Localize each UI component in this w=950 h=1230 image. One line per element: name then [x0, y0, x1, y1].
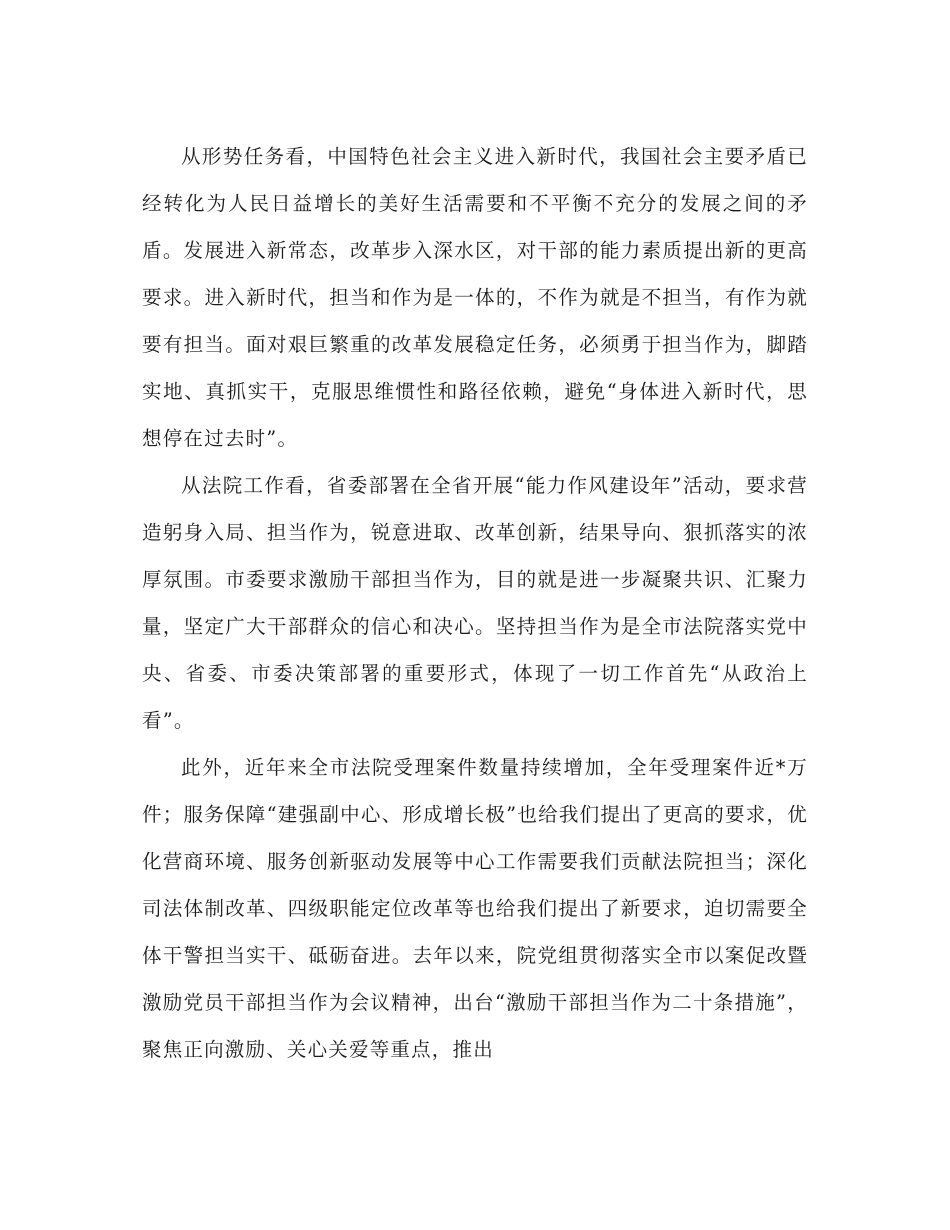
- paragraph-court-work: 从法院工作看，省委部署在全省开展“能力作风建设年”活动，要求营造躬身入局、担当作为，锐意进取、改革创新，结果导向、狠抓落实的浓厚氛围。市委要求激励干部担当作为，目的就是进一步凝聚共识、汇聚力量，坚定广大干部群众的信心和决心。坚持担当作为是全市法院落实党中央、省委、市委决策部署的重要形式，体现了一切工作首先“从政治上看”。: [142, 474, 808, 732]
- paragraph-situation-tasks: 从形势任务看，中国特色社会主义进入新时代，我国社会主要矛盾已经转化为人民日益增长的美好生活需要和不平衡不充分的发展之间的矛盾。发展进入新常态，改革步入深水区，对干部的能力素质提出新的更高要求。进入新时代，担当和作为是一体的，不作为就是不担当，有作为就要有担当。面对艰巨繁重的改革发展稳定任务，必须勇于担当作为，脚踏实地、真抓实干，克服思维惯性和路径依赖，避免“身体进入新时代，思想停在过去时”。: [142, 145, 808, 450]
- document-body: [142, 133, 808, 1073]
- paragraph-additionally: 此外，近年来全市法院受理案件数量持续增加，全年受理案件近*万件；服务保障“建强副中心、形成增长极”也给我们提出了更高的要求，优化营商环境、服务创新驱动发展等中心工作需要我们贡献法院担当；深化司法体制改革、四级职能定位改革等也给我们提出了新要求，迫切需要全体干警担当实干、砥砺奋进。去年以来，院党组贯彻落实全市以案促改暨激励党员干部担当作为会议精神，出台“激励干部担当作为二十条措施”，聚焦正向激励、关心关爱等重点，推出: [142, 756, 808, 1061]
